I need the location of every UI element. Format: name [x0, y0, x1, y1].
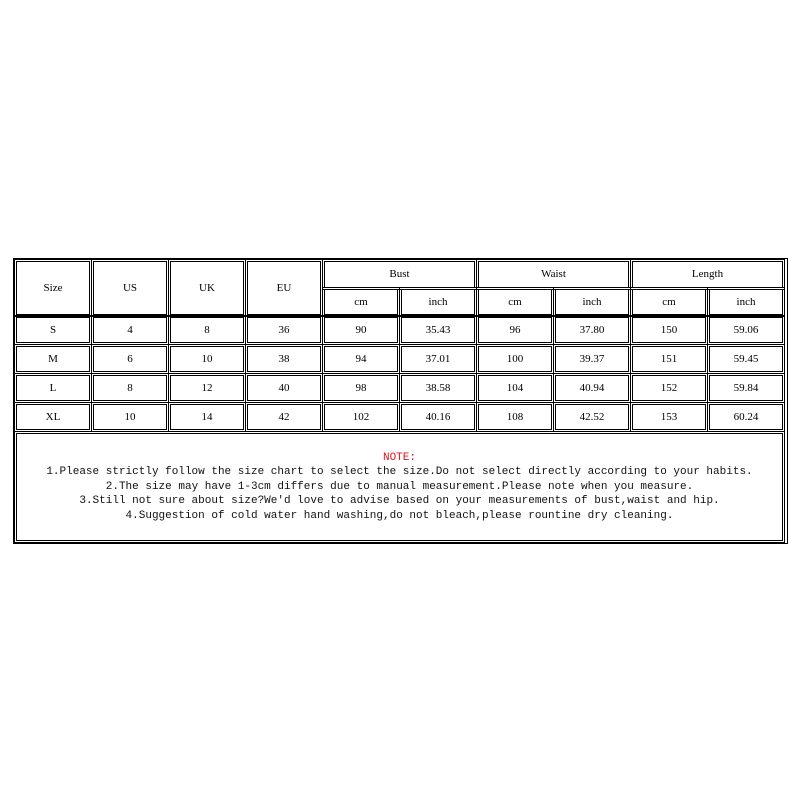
- table-cell: 150: [632, 317, 706, 343]
- header-size: Size: [16, 261, 90, 315]
- size-chart: [13, 258, 788, 544]
- table-cell: 59.84: [709, 375, 783, 401]
- table-cell: 37.80: [555, 317, 629, 343]
- header-bust: Bust: [324, 261, 475, 288]
- note-line: 2.The size may have 1-3cm differs due to manual measurement.Please note when you measure.: [105, 480, 694, 493]
- note-line: 3.Still not sure about size?We'd love to advise based on your measurements of bust,waist and hip.: [79, 495, 720, 508]
- note-title: NOTE:: [382, 451, 416, 464]
- table-cell: 40: [247, 375, 321, 401]
- table-cell: 42.52: [555, 404, 629, 430]
- table-cell: 151: [632, 346, 706, 372]
- header-eu: EU: [247, 261, 321, 315]
- header-uk: UK: [170, 261, 244, 315]
- header-waist: Waist: [478, 261, 629, 288]
- header-unit-inch: inch: [401, 289, 475, 315]
- header-unit-cm: cm: [324, 289, 398, 315]
- table-cell: 14: [170, 404, 244, 430]
- table-cell: 10: [170, 346, 244, 372]
- header-unit-cm: cm: [478, 289, 552, 315]
- table-cell: 6: [93, 346, 167, 372]
- table-cell: 152: [632, 375, 706, 401]
- table-cell: 98: [324, 375, 398, 401]
- table-cell: 36: [247, 317, 321, 343]
- table-cell: 38.58: [401, 375, 475, 401]
- table-cell: 60.24: [709, 404, 783, 430]
- table-cell: 38: [247, 346, 321, 372]
- table-cell: 59.06: [709, 317, 783, 343]
- table-cell: M: [16, 346, 90, 372]
- header-unit-cm: cm: [632, 289, 706, 315]
- table-cell: 90: [324, 317, 398, 343]
- table-cell: 12: [170, 375, 244, 401]
- table-cell: 35.43: [401, 317, 475, 343]
- header-unit-inch: inch: [709, 289, 783, 315]
- table-cell: L: [16, 375, 90, 401]
- header-length: Length: [632, 261, 783, 288]
- table-cell: 37.01: [401, 346, 475, 372]
- table-cell: 59.45: [709, 346, 783, 372]
- header-unit-inch: inch: [555, 289, 629, 315]
- table-cell: 94: [324, 346, 398, 372]
- table-cell: 42: [247, 404, 321, 430]
- table-cell: 40.16: [401, 404, 475, 430]
- table-cell: 100: [478, 346, 552, 372]
- table-cell: 104: [478, 375, 552, 401]
- note-box: [16, 433, 783, 541]
- table-cell: 39.37: [555, 346, 629, 372]
- table-cell: 8: [170, 317, 244, 343]
- table-cell: 40.94: [555, 375, 629, 401]
- table-cell: 96: [478, 317, 552, 343]
- table-cell: 108: [478, 404, 552, 430]
- table-cell: S: [16, 317, 90, 343]
- table-cell: 153: [632, 404, 706, 430]
- table-cell: 102: [324, 404, 398, 430]
- table-cell: 4: [93, 317, 167, 343]
- header-us: US: [93, 261, 167, 315]
- note-line: 4.Suggestion of cold water hand washing,do not bleach,please rountine dry cleaning.: [125, 509, 674, 522]
- table-cell: XL: [16, 404, 90, 430]
- table-cell: 10: [93, 404, 167, 430]
- table-cell: 8: [93, 375, 167, 401]
- note-line: 1.Please strictly follow the size chart to select the size.Do not select directly according to your habits.: [46, 466, 753, 479]
